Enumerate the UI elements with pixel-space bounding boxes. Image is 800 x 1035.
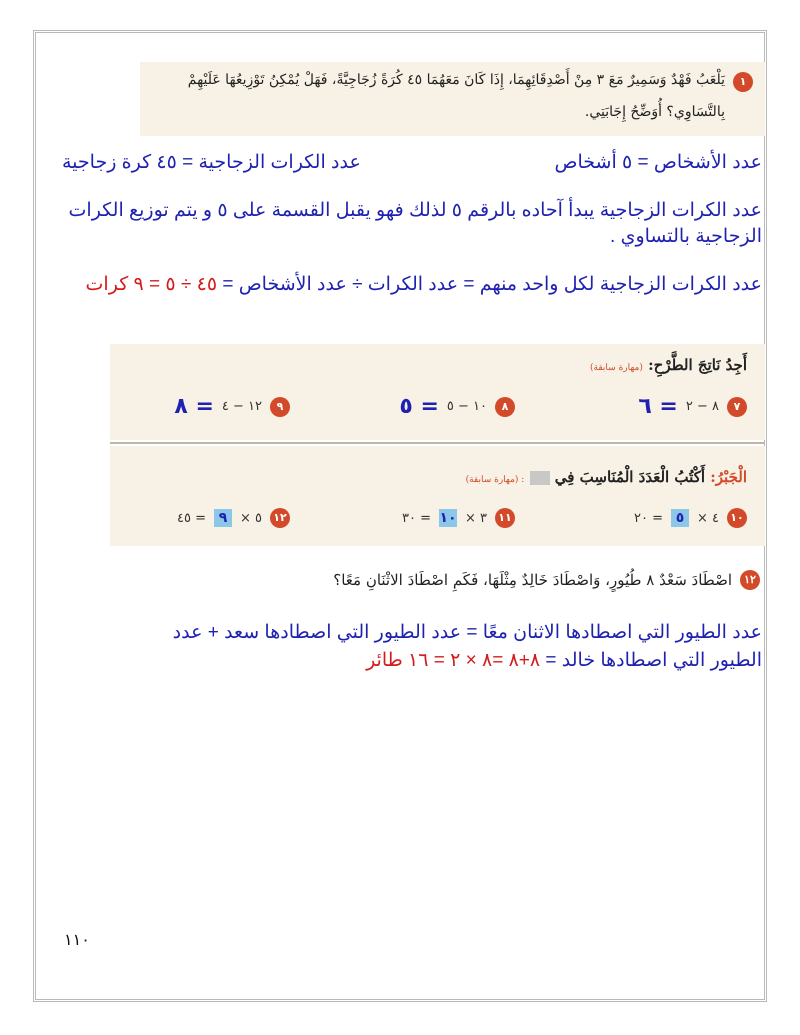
exercise-8: ٨ ١٠ − ٥ = ٥ <box>399 394 515 419</box>
question-1-line-1: يَلْعَبُ فَهْدٌ وَسَمِيرٌ مَعَ ٣ مِنْ أَصْدِقَائِهِمَا، إِذَا كَانَ مَعَهُمَا ٤٥ كُرَةً زُجَاجِيَّةً، فَهَلْ يُمْكِنُ تَوْزِيعُهَا عَلَيْهِمْ <box>187 72 725 88</box>
subtraction-title: أَجِدُ نَاتِجَ الطَّرْحِ: (مهارة سابقة) <box>590 356 747 374</box>
algebra-hint: : (مهارة سابقة) <box>465 475 525 485</box>
exercise-10: ١٠ ٤ × ٥ = ٢٠ <box>634 508 747 528</box>
algebra-title: الْجَبْرُ: أَكْتُبُ الْعَدَدَ الْمُنَاسِبَ فِي : (مهارة سابقة) <box>465 468 747 486</box>
answer-box-11: ١٠ <box>439 510 457 526</box>
question-12 <box>333 570 760 590</box>
algebra-panel <box>110 446 765 546</box>
panel-divider <box>110 442 765 444</box>
answer-box-10: ٥ <box>671 509 689 527</box>
question-1-box <box>140 62 765 136</box>
answer-persons: عدد الأشخاص = ٥ أشخاص <box>554 152 762 173</box>
exercise-11: ١١ ٣ × ١٠ = ٣٠ <box>402 508 515 528</box>
placeholder-box-icon <box>530 471 550 485</box>
exercise-7: ٧ ٨ − ٢ = ٦ <box>638 394 747 419</box>
answer-equation-text: عدد الكرات الزجاجية لكل واحد منهم = عدد الكرات ÷ عدد الأشخاص = <box>222 274 762 295</box>
question-1-line-2: بِالتَّسَاوِي؟ أُوَضِّحُ إِجَابَتِي. <box>584 104 725 120</box>
subtraction-hint: (مهارة سابقة) <box>590 363 643 373</box>
question-number-1: ١ <box>733 72 753 92</box>
exercise-9: ٩ ١٢ − ٤ = ٨ <box>174 394 290 419</box>
answer-equation <box>27 272 762 298</box>
page-number: ١١٠ <box>64 930 90 949</box>
answer-12-line-2: الطيور التي اصطادها خالد = ٨+٨ =٨ × ٢ = ١٦ طائر <box>366 650 762 671</box>
answer-12-line-1: عدد الطيور التي اصطادها الاثنان معًا = عدد الطيور التي اصطادها سعد + عدد <box>172 622 762 643</box>
exercise-12: ١٢ ٥ × ٩ = ٤٥ <box>177 508 290 528</box>
answer-explanation: عدد الكرات الزجاجية يبدأ آحاده بالرقم ٥ لذلك فهو يقبل القسمة على ٥ و يتم توزيع الكرات الزجاجية بالتساوي . <box>68 200 762 247</box>
question-number-12: ١٢ <box>740 570 760 590</box>
subtraction-panel <box>110 344 765 440</box>
question-12-text: اصْطَادَ سَعْدٌ ٨ طُيُورٍ، وَاصْطَادَ خَالِدٌ مِثْلَهَا، فَكَمِ اصْطَادَ الاثْنَانِ مَعًا؟ <box>333 571 732 589</box>
answer-equation-result: ٤٥ ÷ ٥ = ٩ كرات <box>85 274 218 295</box>
answer-box-12: ٩ <box>214 509 232 527</box>
answer-marbles: عدد الكرات الزجاجية = ٤٥ كرة زجاجية <box>62 152 361 173</box>
answer-12-result: ٨+٨ =٨ × ٢ = ١٦ طائر <box>366 650 541 671</box>
